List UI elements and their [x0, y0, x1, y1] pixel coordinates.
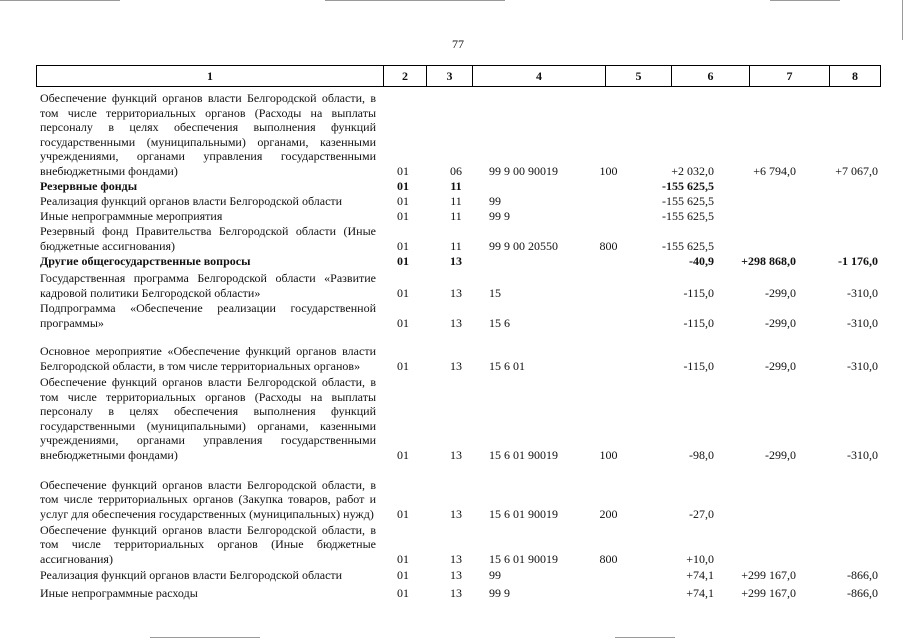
- row-c6: -98,0: [689, 447, 714, 462]
- row-c6: +74,1: [686, 585, 714, 600]
- row-c5: 100: [599, 163, 618, 178]
- row-c6: +2 032,0: [671, 163, 714, 178]
- row-c3: 06: [450, 163, 462, 178]
- table-row: [36, 330, 881, 373]
- row-c2: 01: [397, 447, 409, 462]
- scan-edge-top-right: [770, 0, 840, 1]
- page-number: 77: [452, 37, 464, 51]
- row-c8: -310,0: [847, 447, 878, 462]
- row-name: Подпрограмма «Обеспечение реализации государственной программы»: [40, 301, 376, 330]
- table-row: [36, 208, 881, 223]
- row-name: Реализация функций органов власти Белгородской области: [40, 567, 343, 582]
- row-c6: -115,0: [683, 285, 714, 300]
- row-c6: -155 625,5: [662, 178, 714, 193]
- table-row: [36, 373, 881, 462]
- row-name: Обеспечение функций органов власти Белгородской области, в том числе территориальных органов (Расходы на выплаты персоналу в целях обеспечения выполнения функций государственными (муниципальными) органами, казенными учреждениями, органами управления государственными внебюджетными фондами): [40, 375, 376, 462]
- row-name: Обеспечение функций органов власти Белгородской области, в том числе территориальных органов (Иные бюджетные ассигнования): [40, 522, 376, 566]
- row-c2: 01: [397, 506, 409, 521]
- row-name: Реализация функций органов власти Белгородской области: [40, 193, 343, 208]
- row-c3: 13: [450, 285, 462, 300]
- row-name: Обеспечение функций органов власти Белгородской области, в том числе территориальных органов (Расходы на выплаты персоналу в целях обеспечения выполнения функций государственными (муниципальными) органами, казенными учреждениями, органами управления государственными внебюджетными фондами): [40, 91, 376, 178]
- table-row: [36, 521, 881, 566]
- row-c4: 15 6: [489, 315, 510, 330]
- row-c4: 99 9 00 20550: [489, 238, 558, 253]
- row-c7: -299,0: [765, 358, 796, 373]
- row-c7: +298 868,0: [741, 253, 796, 268]
- row-c6: -115,0: [683, 358, 714, 373]
- row-c2: 01: [397, 315, 409, 330]
- row-c3: 13: [450, 358, 462, 373]
- row-c2: 01: [397, 193, 409, 208]
- scan-edge-top-mid: [325, 0, 505, 1]
- row-c3: 11: [450, 193, 462, 208]
- row-name: Резервный фонд Правительства Белгородской области (Иные бюджетные ассигнования): [40, 224, 376, 253]
- scan-edge-bottom-left: [150, 637, 260, 638]
- row-c4: 99 9 00 90019: [489, 163, 558, 178]
- row-c3: 13: [450, 315, 462, 330]
- row-c8: -310,0: [847, 358, 878, 373]
- row-name: Резервные фонды: [40, 178, 138, 193]
- table-row: [36, 193, 881, 208]
- header-col-2: 2: [384, 66, 427, 86]
- row-c6: -155 625,5: [662, 208, 714, 223]
- table-row: [36, 268, 881, 300]
- row-c4: 15 6 01 90019: [489, 447, 558, 462]
- row-c2: 01: [397, 567, 409, 582]
- table-header: [36, 65, 881, 87]
- row-c6: -155 625,5: [662, 238, 714, 253]
- row-c7: -299,0: [765, 285, 796, 300]
- row-c3: 11: [450, 208, 462, 223]
- row-c3: 11: [450, 238, 462, 253]
- row-c2: 01: [397, 585, 409, 600]
- row-c5: 200: [599, 506, 618, 521]
- row-c6: -27,0: [689, 506, 714, 521]
- row-c2: 01: [397, 285, 409, 300]
- row-c4: 99: [489, 567, 501, 582]
- row-c2: 01: [397, 163, 409, 178]
- row-c5: 100: [599, 447, 618, 462]
- row-c3: 13: [450, 253, 462, 268]
- row-c4: 99: [489, 193, 501, 208]
- row-c3: 13: [450, 506, 462, 521]
- scan-edge-right: [902, 0, 903, 40]
- row-c2: 01: [397, 238, 409, 253]
- table-row: [36, 90, 881, 178]
- header-col-6: 6: [672, 66, 750, 86]
- row-c4: 15: [489, 285, 501, 300]
- row-c5: 800: [599, 238, 618, 253]
- row-c8: -866,0: [847, 567, 878, 582]
- row-c7: -299,0: [765, 315, 796, 330]
- row-c5: 800: [599, 551, 618, 566]
- header-col-1: 1: [37, 66, 384, 86]
- header-col-8: 8: [852, 68, 858, 83]
- table-row: [36, 566, 881, 582]
- table-row: [36, 223, 881, 253]
- row-c6: +74,1: [686, 567, 714, 582]
- row-c6: -115,0: [683, 315, 714, 330]
- table-row: [36, 582, 881, 600]
- row-c2: 01: [397, 178, 409, 193]
- row-name: Другие общегосударственные вопросы: [40, 253, 251, 268]
- scan-edge-bottom-right: [615, 637, 675, 638]
- row-c2: 01: [397, 358, 409, 373]
- table-row: [36, 300, 881, 330]
- row-c4: 15 6 01: [489, 358, 525, 373]
- row-c4: 99 9: [489, 585, 510, 600]
- table-row: [36, 462, 881, 521]
- header-col-3: 3: [427, 66, 473, 86]
- row-c8: +7 067,0: [835, 163, 878, 178]
- row-c3: 13: [450, 585, 462, 600]
- row-c6: -40,9: [689, 253, 714, 268]
- row-name: Государственная программа Белгородской области «Развитие кадровой политики Белгородской области»: [40, 271, 376, 300]
- row-c2: 01: [397, 208, 409, 223]
- row-c4: 99 9: [489, 208, 510, 223]
- row-c8: -310,0: [847, 315, 878, 330]
- row-c8: -310,0: [847, 285, 878, 300]
- row-c7: +6 794,0: [753, 163, 796, 178]
- row-c3: 13: [450, 447, 462, 462]
- header-col-5: 5: [606, 66, 672, 86]
- row-name: Основное мероприятие «Обеспечение функций органов власти Белгородской области, в том числе территориальных органов»: [40, 344, 376, 373]
- row-name: Иные непрограммные расходы: [40, 585, 198, 600]
- table-row: [36, 253, 881, 268]
- row-c8: -866,0: [847, 585, 878, 600]
- row-c2: 01: [397, 253, 409, 268]
- header-col-4: 4: [473, 66, 606, 86]
- table-row: [36, 178, 881, 193]
- row-c3: 13: [450, 551, 462, 566]
- row-c2: 01: [397, 551, 409, 566]
- row-c7: +299 167,0: [741, 585, 796, 600]
- row-c4: 15 6 01 90019: [489, 506, 558, 521]
- row-name: Обеспечение функций органов власти Белгородской области, в том числе территориальных органов (Закупка товаров, работ и услуг для обеспечения государственных (муниципальных) нужд): [40, 477, 376, 521]
- row-c7: +299 167,0: [741, 567, 796, 582]
- row-c3: 13: [450, 567, 462, 582]
- row-c6: -155 625,5: [662, 193, 714, 208]
- row-c8: -1 176,0: [838, 253, 878, 268]
- header-col-7: 7: [750, 66, 830, 86]
- row-c7: -299,0: [765, 447, 796, 462]
- row-c3: 11: [450, 178, 462, 193]
- row-name: Иные непрограммные мероприятия: [40, 208, 223, 223]
- row-c4: 15 6 01 90019: [489, 551, 558, 566]
- scan-edge-top-left: [0, 0, 120, 1]
- row-c6: +10,0: [686, 551, 714, 566]
